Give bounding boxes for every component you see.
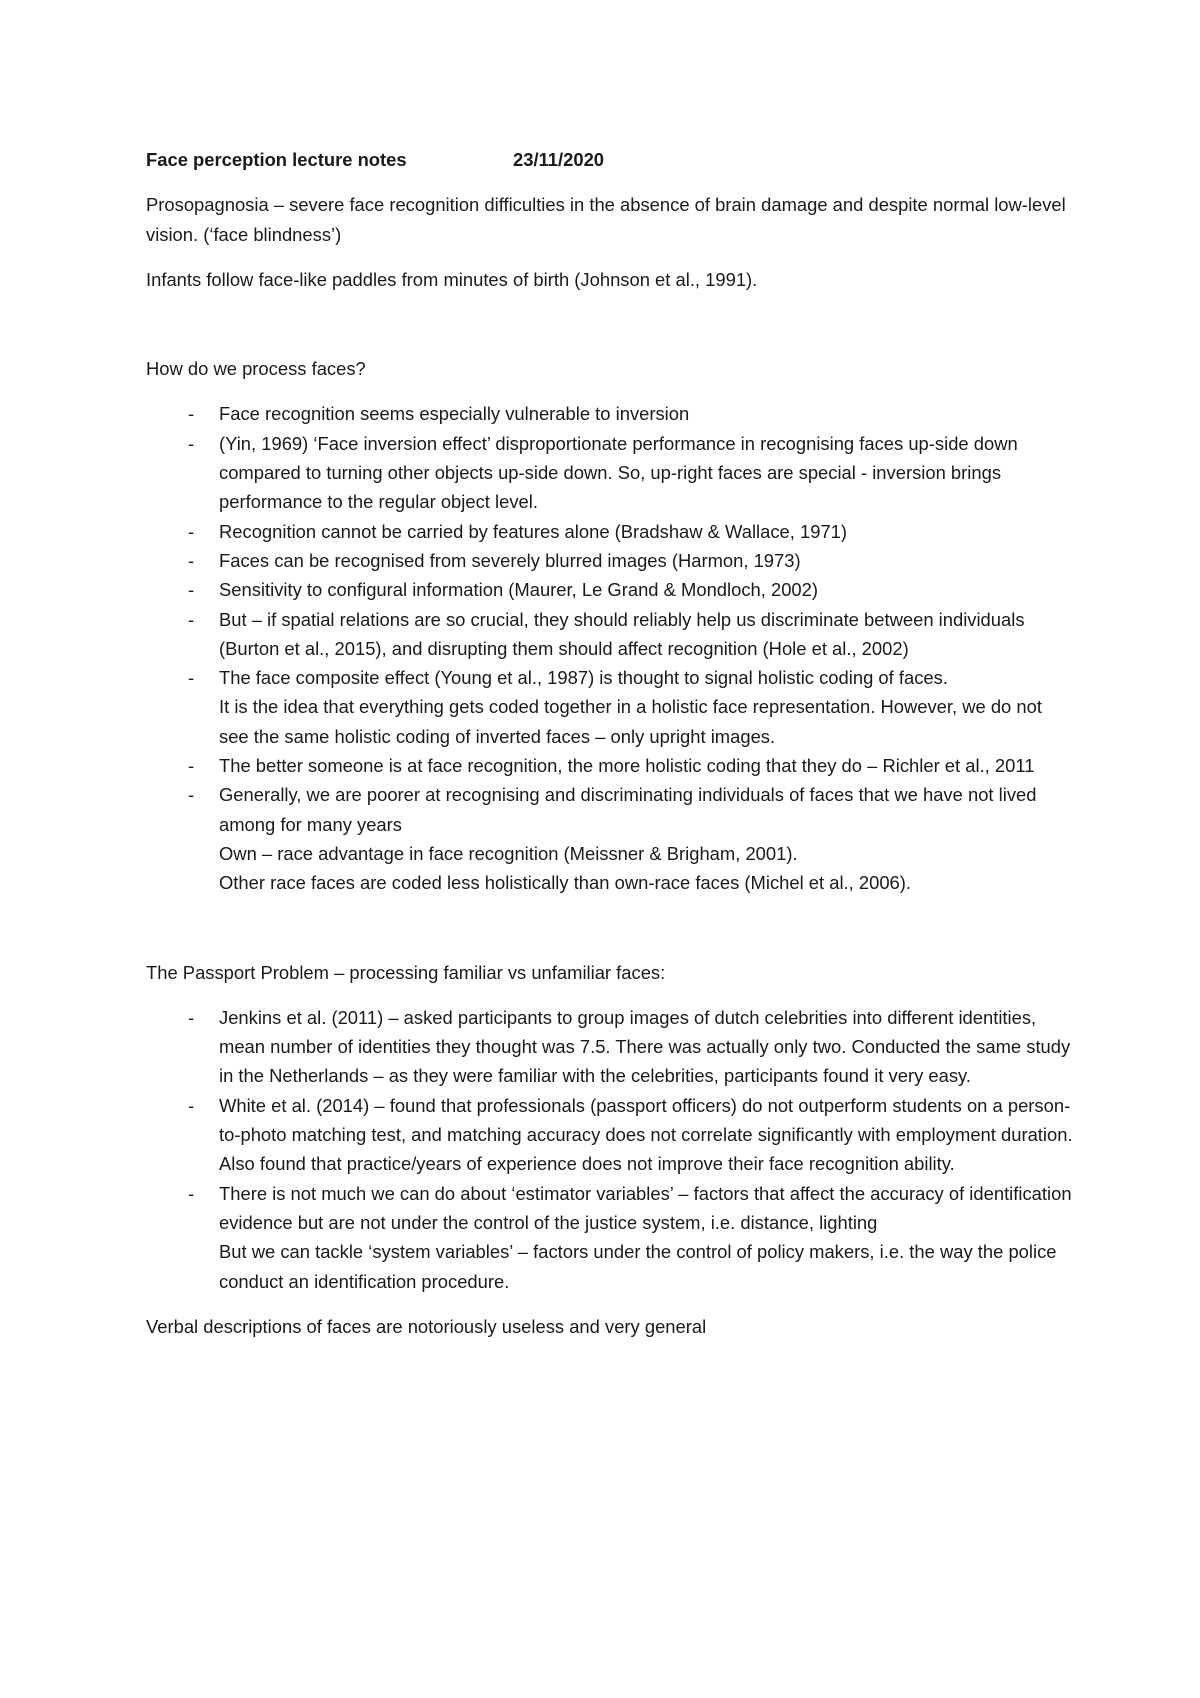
bullet-dash: -: [188, 1006, 195, 1028]
list-item: [146, 1179, 1076, 1296]
closing-paragraph: Verbal descriptions of faces are notoriously useless and very general: [146, 1315, 707, 1337]
bullet-dash: -: [188, 784, 195, 806]
section-heading-passport: The Passport Problem – processing familiar vs unfamiliar faces:: [146, 961, 666, 983]
list-item: [146, 605, 1076, 664]
document-header: [146, 145, 1076, 174]
list-item-text: There is not much we can do about ‘estimator variables’ – factors that affect the accuracy of identification evidence but are not under the control of the justice system, i.e. distance, lighting: [219, 1182, 1072, 1233]
intro-paragraph-infants: Infants follow face-like paddles from minutes of birth (Johnson et al., 1991).: [146, 268, 758, 290]
list-item-text: The better someone is at face recognition, the more holistic coding that they do – Richler et al., 2011: [219, 755, 1035, 777]
document-date: 23/11/2020: [513, 149, 605, 170]
paragraph-gap: [146, 310, 1076, 354]
list-item: [146, 429, 1076, 517]
bullet-dash: -: [188, 520, 195, 542]
bullet-dash: -: [188, 432, 195, 454]
bullet-list-passport: [146, 1003, 1076, 1296]
list-item-text: It is the idea that everything gets coded together in a holistic face representation. However, we do not see the same holistic coding of inverted faces – only upright images.: [219, 696, 1042, 747]
list-item-text: Face recognition seems especially vulnerable to inversion: [219, 403, 690, 425]
section-heading-processing: How do we process faces?: [146, 358, 366, 380]
bullet-dash: -: [188, 667, 195, 689]
bullet-list-processing: [146, 399, 1076, 897]
list-item-text: White et al. (2014) – found that professionals (passport officers) do not outperform students on a person-to-photo matching test, and matching accuracy does not correlate significantly with employment duration. Also found that practice/years of experience does not improve their face recognition ability.: [219, 1094, 1073, 1175]
list-item: [146, 780, 1076, 897]
list-item: [146, 1091, 1076, 1179]
list-item: [146, 663, 1076, 751]
document-body: [146, 145, 1076, 1357]
list-item-text: Generally, we are poorer at recognising and discriminating individuals of faces that we have not lived among for many years: [219, 784, 1037, 835]
document-title: Face perception lecture notes: [146, 149, 407, 170]
list-item: [146, 399, 1076, 428]
list-item-text: (Yin, 1969) ‘Face inversion effect’ disproportionate performance in recognising faces up-side down compared to turning other objects up-side down. So, up-right faces are special - inversion brings performance to the regular object level.: [219, 432, 1018, 513]
list-item-text: The face composite effect (Young et al., 1987) is thought to signal holistic coding of faces.: [219, 667, 948, 689]
list-item: [146, 1003, 1076, 1091]
list-item-text: But we can tackle ‘system variables’ – factors under the control of policy makers, i.e. the way the police conduct an identification procedure.: [219, 1241, 1057, 1292]
bullet-dash: -: [188, 1094, 195, 1116]
bullet-dash: -: [188, 755, 195, 777]
bullet-dash: -: [188, 608, 195, 630]
list-item: [146, 575, 1076, 604]
list-item: [146, 751, 1076, 780]
list-item: [146, 517, 1076, 546]
list-item-text: Own – race advantage in face recognition (Meissner & Brigham, 2001).: [219, 842, 798, 864]
list-item-text: Jenkins et al. (2011) – asked participants to group images of dutch celebrities into different identities, mean number of identities they thought was 7.5. There was actually only two. Conducted the same study in the Netherlands – as they were familiar with the celebrities, participants found it very easy.: [219, 1006, 1071, 1087]
list-item-text: Sensitivity to configural information (Maurer, Le Grand & Mondloch, 2002): [219, 579, 819, 601]
list-item-text: Other race faces are coded less holistically than own-race faces (Michel et al., 2006).: [219, 872, 912, 894]
intro-paragraph-prosopagnosia: Prosopagnosia – severe face recognition difficulties in the absence of brain damage and despite normal low-level vision. (‘face blindness’): [146, 194, 1066, 245]
list-item-text: Faces can be recognised from severely blurred images (Harmon, 1973): [219, 549, 801, 571]
paragraph-gap: [146, 914, 1076, 958]
list-item: [146, 546, 1076, 575]
bullet-dash: -: [188, 1182, 195, 1204]
bullet-dash: -: [188, 579, 195, 601]
list-item-text: Recognition cannot be carried by features alone (Bradshaw & Wallace, 1971): [219, 520, 848, 542]
bullet-dash: -: [188, 549, 195, 571]
bullet-dash: -: [188, 403, 195, 425]
list-item-text: But – if spatial relations are so crucial, they should reliably help us discriminate between individuals (Burton et al., 2015), and disrupting them should affect recognition (Hole et al., 2002): [219, 608, 1025, 659]
